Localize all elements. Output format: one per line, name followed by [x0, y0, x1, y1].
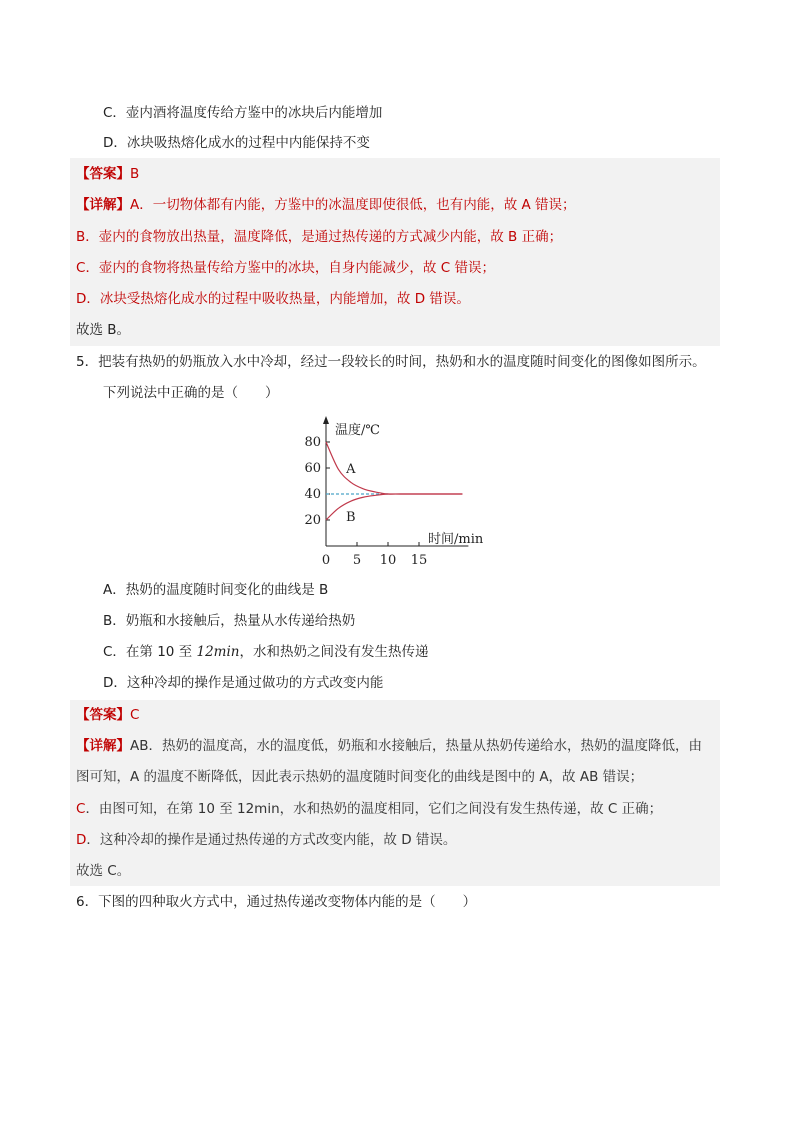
q4-conclusion: 故选 B。 — [76, 322, 131, 338]
q5-conclusion: 故选 C。 — [76, 863, 131, 879]
y-tick-label: 80 — [304, 435, 321, 450]
q5-detail-line-3 — [76, 799, 662, 819]
q4-detail-line-1 — [76, 195, 576, 215]
detail-text: ．壶内的食物将热量传给方鉴中的冰块，自身内能减少，故 C 错误； — [85, 260, 495, 276]
detail-text: AB．热奶的温度高，水的温度低，奶瓶和水接触后，热量从热奶传递给水，热奶的温度降低，由 — [130, 738, 702, 754]
q5-stem: 5．把装有热奶的奶瓶放入水中冷却，经过一段较长的时间，热奶和水的温度随时间变化的图像如图所示。 — [76, 354, 706, 370]
y-tick-label: 60 — [304, 461, 321, 476]
q5-option-b: B．奶瓶和水接触后，热量从水传递给热奶 — [103, 613, 356, 629]
detail-text: ．这种冷却的操作是通过热传递的方式改变内能，故 D 错误。 — [86, 832, 457, 848]
x-tick-label: 0 — [321, 553, 331, 568]
x-tick-label: 5 — [352, 553, 362, 568]
detail-prefix: B — [76, 229, 86, 245]
y-tick-label: 40 — [304, 487, 321, 502]
q5-detail-line-2: 图可知，A 的温度不断降低，因此表示热奶的温度随时间变化的曲线是图中的 A，故 AB 错误； — [76, 769, 644, 785]
q4-detail-line-2 — [76, 227, 562, 247]
answer-value: B — [130, 166, 140, 182]
detail-prefix: D — [76, 291, 87, 307]
q4-detail-line-3 — [76, 258, 495, 278]
y-axis-label: 温度/℃ — [335, 423, 380, 438]
q6-stem: 6．下图的四种取火方式中，通过热传递改变物体内能的是（ ） — [76, 894, 477, 910]
series-label-a: A — [346, 462, 356, 478]
q5-detail-line-4 — [76, 830, 456, 850]
q5-answer-box — [70, 700, 720, 886]
q4-answer-line — [76, 164, 139, 184]
y-axis-arrow — [323, 416, 329, 424]
q4-detail-line-4 — [76, 289, 470, 309]
q5-option-a: A．热奶的温度随时间变化的曲线是 B — [103, 582, 329, 598]
detail-text: ．由图可知，在第 10 至 12min，水和热奶的温度相同，它们之间没有发生热传递，故 C 正确； — [85, 801, 663, 817]
answer-tag: 【答案】 — [76, 166, 130, 182]
detail-prefix: C — [76, 801, 86, 817]
x-tick-label: 15 — [410, 553, 428, 568]
q5-stem-2: 下列说法中正确的是（ ） — [103, 385, 279, 401]
q5-option-d: D．这种冷却的操作是通过做功的方式改变内能 — [103, 675, 384, 691]
option-c-math: 12min — [196, 644, 240, 660]
x-tick-label: 10 — [379, 553, 397, 568]
detail-tag: 【详解】 — [76, 197, 130, 213]
temperature-time-chart — [296, 412, 496, 570]
q4-answer-box — [70, 158, 720, 346]
q5-option-c — [103, 642, 428, 662]
series-label-b: B — [346, 510, 356, 525]
option-c-suffix: ，水和热奶之间没有发生热传递 — [239, 644, 429, 660]
detail-text: ．冰块受热熔化成水的过程中吸收热量，内能增加，故 D 错误。 — [86, 291, 470, 307]
answer-value: C — [130, 707, 140, 723]
q5-detail-line-1 — [76, 736, 702, 756]
detail-text: ．壶内的食物放出热量，温度降低，是通过热传递的方式减少内能，故 B 正确； — [85, 229, 563, 245]
option-c-prefix: C．在第 10 至 — [103, 644, 197, 660]
q5-answer-line — [76, 705, 139, 725]
q4-option-d: D．冰块吸热熔化成水的过程中内能保持不变 — [103, 135, 370, 151]
detail-text: A．一切物体都有内能，方鉴中的冰温度即使很低，也有内能，故 A 错误； — [130, 197, 576, 213]
detail-tag: 【详解】 — [76, 738, 130, 754]
x-axis-label: 时间/min — [428, 532, 484, 547]
detail-prefix: C — [76, 260, 86, 276]
y-tick-label: 20 — [304, 513, 321, 528]
detail-prefix: D — [76, 832, 87, 848]
q4-option-c: C．壶内酒将温度传给方鉴中的冰块后内能增加 — [103, 105, 383, 121]
answer-tag: 【答案】 — [76, 707, 130, 723]
